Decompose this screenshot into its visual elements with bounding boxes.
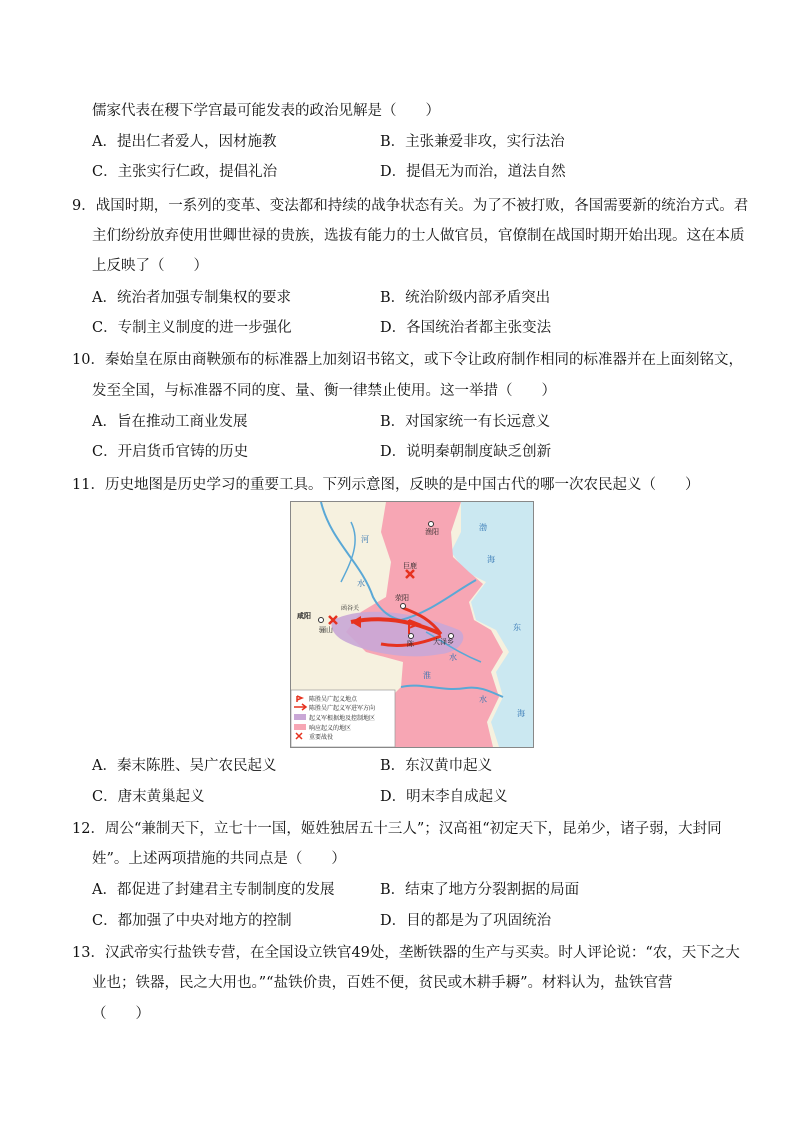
legend-label-response: 响应起义的地区	[309, 725, 352, 732]
q11-option-c: C．唐末黄巢起义	[92, 789, 205, 805]
legend-response-swatch	[294, 724, 306, 730]
q9-option-a: A．统治者加强专制集权的要求	[92, 290, 291, 306]
q9-option-c: C．专制主义制度的进一步强化	[92, 320, 292, 336]
legend-label-base: 起义军根据地及控制地区	[309, 715, 376, 722]
q11-stem: 11．历史地图是历史学习的重要工具。下列示意图，反映的是中国古代的哪一次农民起义（ ）	[72, 477, 700, 493]
q8-option-d: D．提倡无为而治，道法自然	[380, 164, 566, 180]
legend-label-advance: 陈胜吴广起义军进军方向	[309, 705, 376, 712]
map-label-hai-1: 海	[487, 555, 495, 564]
q10-option-c: C．开启货币官铸的历史	[92, 444, 249, 460]
legend-label-origin: 陈胜吴广起义地点	[309, 696, 358, 703]
q9-option-d: D．各国统治者都主张变法	[380, 320, 552, 336]
map-legend	[291, 690, 395, 747]
map-label-julu: 巨鹿	[403, 562, 417, 570]
map-label-shui-3: 水	[479, 695, 487, 704]
q13-stem-line-2: 业也；铁器，民之大用也。”“盐铁价贵，百姓不便，贫民或木耕手耨”。材料认为，盐铁官营	[92, 975, 673, 991]
map-label-he: 河	[361, 535, 369, 544]
q9-stem-line-3: 上反映了（ ）	[92, 258, 208, 274]
q10-option-a: A．旨在推动工商业发展	[92, 414, 248, 430]
legend-label-battle: 重要战役	[309, 734, 334, 741]
map-label-lishan: 骊山	[319, 626, 333, 634]
historical-map	[290, 501, 534, 748]
map-city-dot-chen	[409, 634, 414, 639]
q8-option-b: B．主张兼爱非攻，实行法治	[380, 134, 565, 150]
q10-stem-line-2: 发至全国，与标准器不同的度、量、衡一律禁止使用。这一举措（ ）	[92, 383, 556, 399]
q12-option-b: B．结束了地方分裂割据的局面	[380, 882, 580, 898]
q8-stem: 儒家代表在稷下学宫最可能发表的政治见解是（ ）	[92, 103, 440, 119]
map-label-hai-2: 海	[517, 709, 525, 718]
map-label-xingyang: 荥阳	[395, 594, 409, 602]
q9-option-b: B．统治阶级内部矛盾突出	[380, 290, 551, 306]
map-label-shui-1: 水	[357, 579, 365, 588]
map-label-dong: 东	[513, 623, 521, 632]
q13-stem-line-1: 13．汉武帝实行盐铁专营，在全国设立铁官49处，垄断铁器的生产与买卖。时人评论说：“农，天下之大	[72, 945, 740, 961]
q9-stem-line-1: 9．战国时期，一系列的变革、变法都和持续的战争状态有关。为了不被打败，各国需要新的统治方式。君	[72, 198, 749, 214]
map-label-yuyang: 渔阳	[425, 528, 439, 536]
q8-option-c: C．主张实行仁政，提倡礼治	[92, 164, 278, 180]
map-label-chen: 陈	[407, 640, 414, 648]
q12-option-d: D．目的都是为了巩固统治	[380, 913, 552, 929]
q12-option-c: C．都加强了中央对地方的控制	[92, 913, 292, 929]
map-label-xianyang: 咸阳	[297, 612, 311, 620]
map-city-dot-xingyang	[401, 604, 406, 609]
map-city-dot-yuyang	[429, 522, 434, 527]
map-city-dot-xianyang	[319, 618, 324, 623]
map-label-dazexiang: 大泽乡	[433, 638, 454, 646]
q8-option-a: A．提出仁者爱人，因材施教	[92, 134, 277, 150]
q10-option-b: B．对国家统一有长远意义	[380, 414, 551, 430]
map-label-shui-2: 水	[449, 653, 457, 662]
q12-stem-line-1: 12．周公“兼制天下，立七十一国，姬姓独居五十三人”；汉高祖“初定天下，昆弟少，诸子弱，大封同	[72, 821, 722, 837]
q10-option-d: D．说明秦朝制度缺乏创新	[380, 444, 552, 460]
q11-option-a: A．秦末陈胜、吴广农民起义	[92, 758, 277, 774]
q13-stem-line-3: （ ）	[92, 1006, 150, 1022]
map-label-bo: 渤	[479, 523, 487, 532]
q10-stem-line-1: 10．秦始皇在原由商鞅颁布的标准器上加刻诏书铭文，或下令让政府制作相同的标准器并在上面刻铭文，	[72, 352, 743, 368]
legend-base-swatch	[294, 714, 306, 720]
q11-option-b: B．东汉黄巾起义	[380, 758, 493, 774]
map-label-huai: 淮	[423, 671, 431, 680]
q12-option-a: A．都促进了封建君主专制制度的发展	[92, 882, 335, 898]
q9-stem-line-2: 主们纷纷放弃使用世卿世禄的贵族，选拔有能力的士人做官员，官僚制在战国时期开始出现。这在本质	[92, 228, 745, 244]
q12-stem-line-2: 姓”。上述两项措施的共同点是（ ）	[92, 851, 346, 867]
q11-option-d: D．明末李自成起义	[380, 789, 508, 805]
map-label-hanguguan: 函谷关	[341, 605, 360, 612]
